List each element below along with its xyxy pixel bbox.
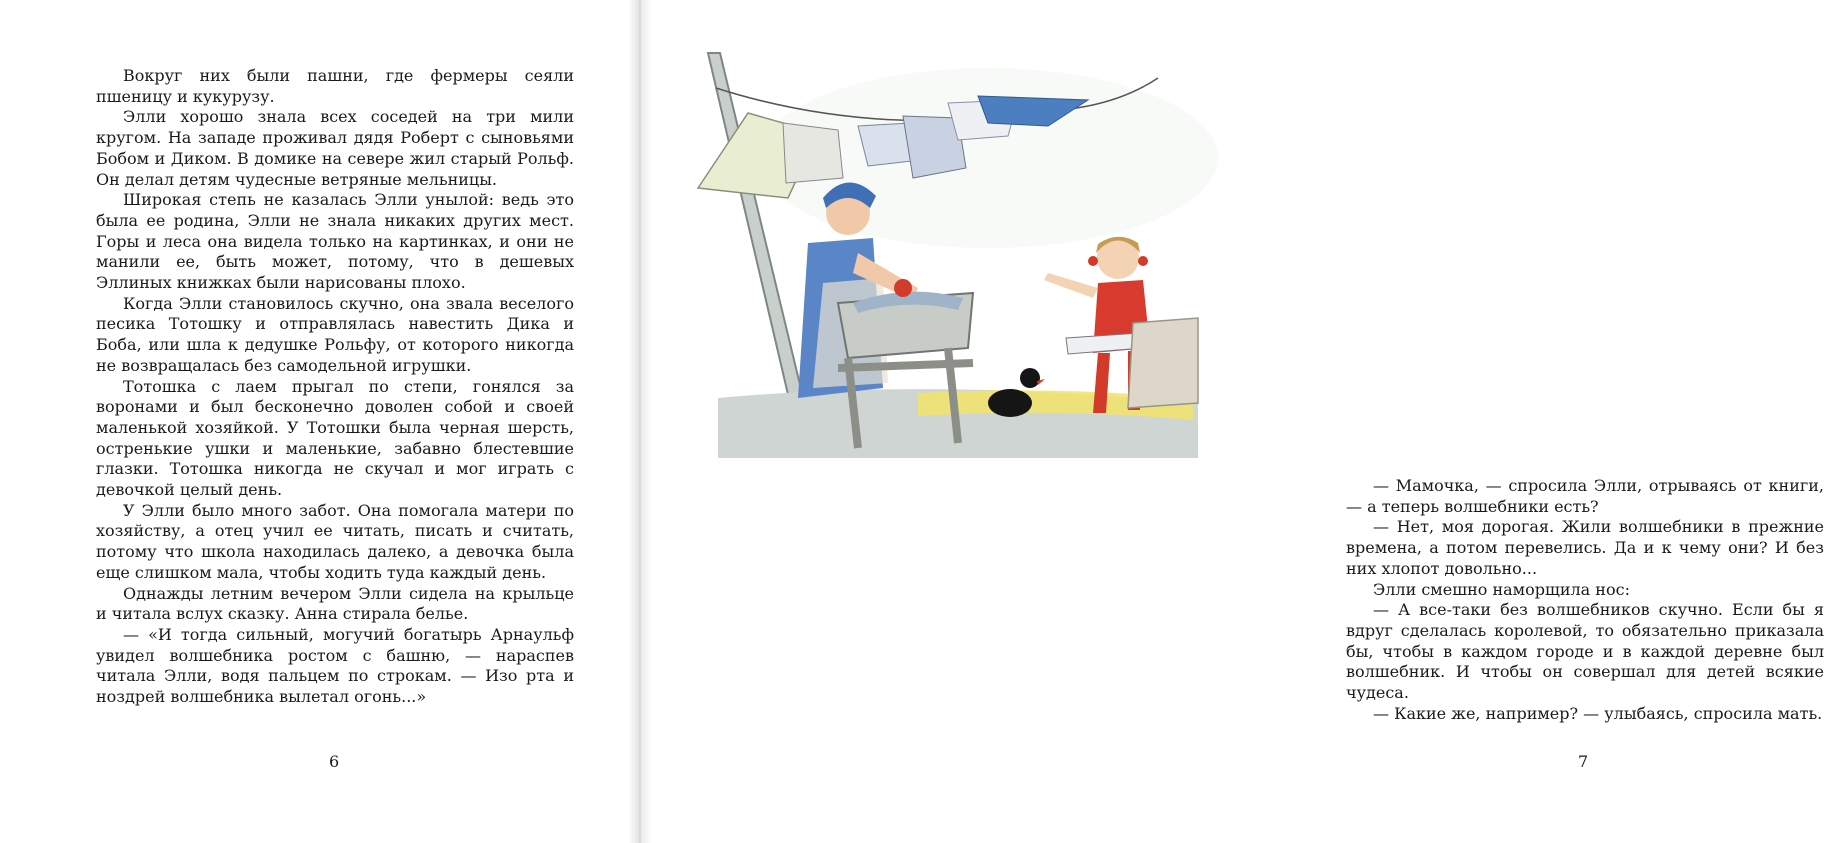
laundry-cloth bbox=[783, 123, 843, 183]
left-page bbox=[0, 0, 640, 843]
book-gutter-shadow bbox=[628, 0, 652, 843]
paragraph: — Нет, моя дорогая. Жили волшебники в прежние времена, а потом перевелись. Да и к чему они? И без них хлопот довольно... bbox=[1346, 517, 1824, 578]
paragraph: У Элли было много забот. Она помогала матери по хозяйству, а отец учил ее читать, писать и считать, потому что школа находилась далеко, а девочка была еще слишком мала, чтобы ходить туда каждый день. bbox=[96, 500, 574, 582]
paragraph: Широкая степь не казалась Элли унылой: ведь это была ее родина, Элли не знала никаких других мест. Горы и леса она видела только на картинках, и они не манили ее, быть может, потому, что в дешевых Эллиных книжках были нарисованы плохо. bbox=[96, 190, 574, 293]
left-page-text bbox=[96, 66, 574, 708]
porch-steps bbox=[1128, 318, 1198, 408]
paragraph: — А все-таки без волшебников скучно. Если бы я вдруг сделалась королевой, то обязательно приказала бы, чтобы в каждом городе и в каждой деревне был волшебник. И чтобы он совершал для детей всякие чудеса. bbox=[1346, 600, 1824, 703]
paragraph: Однажды летним вечером Элли сидела на крыльце и читала вслух сказку. Анна стирала белье. bbox=[96, 583, 574, 624]
page-number-left: 6 bbox=[329, 752, 340, 771]
paragraph: Вокруг них были пашни, где фермеры сеяли пшеницу и кукурузу. bbox=[96, 66, 574, 106]
girl-bow-left bbox=[1088, 256, 1098, 266]
girl-bow-right bbox=[1138, 256, 1148, 266]
page-number-right: 7 bbox=[1578, 752, 1589, 771]
paragraph: — Мамочка, — спросила Элли, отрываясь от книги, — а теперь волшебники есть? bbox=[1346, 476, 1824, 516]
paragraph: Элли смешно наморщила нос: bbox=[1373, 579, 1630, 599]
paragraph: Элли хорошо знала всех соседей на три мили кругом. На западе проживал дядя Роберт с сыновьями Бобом и Диком. В домике на севере жил старый Рольф. Он делал детям чудесные ветряные мельницы. bbox=[96, 107, 574, 189]
right-page-text bbox=[1346, 476, 1824, 724]
paragraph: Когда Элли становилось скучно, она звала веселого песика Тотошку и отправлялась навестить Дика и Боба, или шла к дедушке Рольфу, от которого никогда не возвращалась без самодельной игрушки. bbox=[96, 293, 574, 375]
red-laundry bbox=[894, 279, 912, 297]
paragraph: Тотошка с лаем прыгал по степи, гонялся за воронами и был бесконечно доволен собой и своей маленькой хозяйкой. У Тотошки была черная шерсть, остренькие ушки и маленькие, забавно блестевшие глазки. Тотошка никогда не скучал и мог играть с девочкой целый день. bbox=[96, 376, 574, 500]
illustration bbox=[688, 48, 1200, 458]
paragraph: — Какие же, например? — улыбаясь, спросила мать. bbox=[1373, 703, 1823, 723]
dog-body bbox=[988, 389, 1032, 417]
dog-head bbox=[1020, 368, 1040, 388]
paragraph: — «И тогда сильный, могучий богатырь Арнаульф увидел волшебника ростом с башню, — нараспев читала Элли, водя пальцем по строкам. — Изо рта и ноздрей волшебника вылетал огонь...» bbox=[96, 624, 574, 707]
girl-arm bbox=[1044, 273, 1098, 298]
